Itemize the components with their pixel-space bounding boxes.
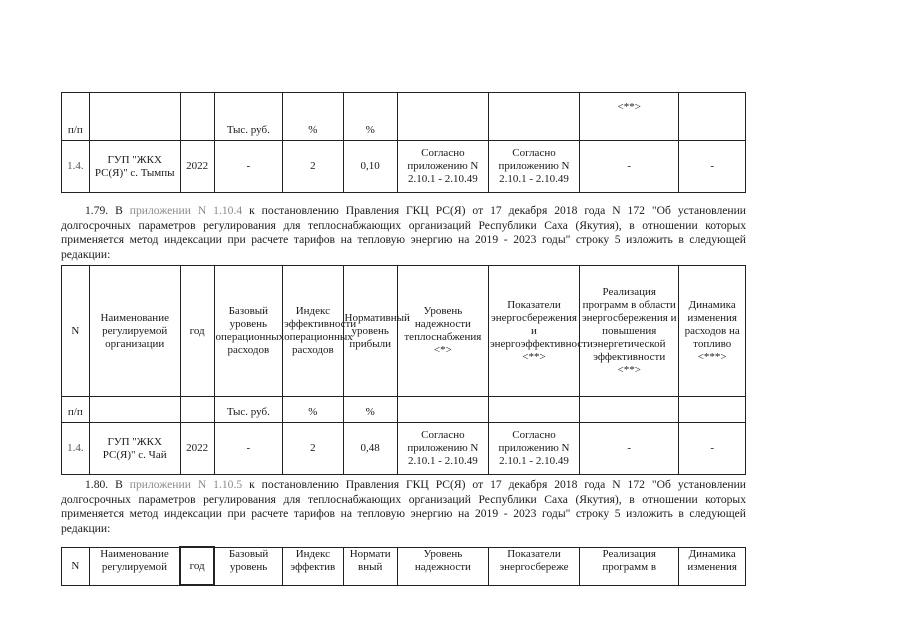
paragraph-text: к постановлению Правления ГКЦ РС(Я) от 17 декабря 2018 года N 172 "Об установлении долгосрочных параметров регулирования для теплоснабжающих организаций Республики Саха (Якутия), в отношении которых применяется метод индексации при расчете тарифов на тепловую энергию на 2019 - 2023 годы" строку 5 изложить в следующей редакции: [61,478,746,535]
cell-norm: 0,48 [343,423,397,475]
cell-index: 2 [283,423,343,475]
unit-index: % [283,397,343,423]
unit-n: п/п [62,93,90,141]
header-energy: Показатели энергосбережения и энергоэффективности <**> [488,266,579,397]
header-year: год [180,266,214,397]
table-header-fragment-row [62,93,746,141]
header-dynamics: Динамика изменения [679,547,746,585]
tariff-table-next [61,546,746,586]
cell-energy: Согласно приложению N 2.10.1 - 2.10.49 [488,423,579,475]
header-index: Индекс эффективности операционных расходов [283,266,343,397]
unit-n: п/п [62,397,90,423]
tariff-table-chai [61,265,746,475]
cell-dynamics: - [679,141,746,193]
cell-base: - [214,423,283,475]
unit-norm: % [343,93,397,141]
header-n: N [62,266,90,397]
cell-reliability: Согласно приложению N 2.10.1 - 2.10.49 [397,141,488,193]
table-row [62,141,746,193]
cell-name: ГУП "ЖКХ РС(Я)" с. Чай [89,423,180,475]
cell-programs: - [580,423,679,475]
cell-base: - [214,141,283,193]
cell-year: 2022 [180,141,214,193]
paragraph-1-79 [61,204,746,262]
paragraph-text: к постановлению Правления ГКЦ РС(Я) от 17 декабря 2018 года N 172 "Об установлении долгосрочных параметров регулирования для теплоснабжающих организаций Республики Саха (Якутия), в отношении которых применяется метод индексации при расчете тарифов на тепловую энергию на 2019 - 2023 годы" строку 5 изложить в следующей редакции: [61,204,746,261]
header-programs: Реализация программ в области энергосбережения и повышения энергетической эффективности <**> [580,266,679,397]
header-programs: Реализация программ в [580,547,679,585]
header-reliability: Уровень надежности [397,547,488,585]
header-reliability: Уровень надежности теплоснабжения <*> [397,266,488,397]
paragraph-number: 1.79. В [85,204,130,217]
units-row [62,397,746,423]
header-energy: Показатели энергосбереже [488,547,579,585]
cell-year: 2022 [180,423,214,475]
unit-base: Тыс. руб. [214,93,283,141]
header-year: год [180,547,214,585]
header-programs-fragment: <**> [580,93,679,141]
cell-n: 1.4. [62,141,90,193]
cell-index: 2 [283,141,343,193]
unit-index: % [283,93,343,141]
header-n: N [62,547,90,585]
header-base: Базовый уровень операционных расходов [214,266,283,397]
header-dynamics: Динамика изменения расходов на топливо <***> [679,266,746,397]
table-header-row [62,547,746,585]
header-norm: Нормативный уровень прибыли [343,266,397,397]
header-index: Индекс эффектив [283,547,343,585]
cell-programs: - [580,141,679,193]
paragraph-number: 1.80. В [85,478,130,491]
cell-reliability: Согласно приложению N 2.10.1 - 2.10.49 [397,423,488,475]
cell-norm: 0,10 [343,141,397,193]
table-header-row [62,266,746,397]
cell-n: 1.4. [62,423,90,475]
appendix-link[interactable]: приложении N 1.10.4 [129,204,243,217]
header-name: Наименование регулируемой [89,547,180,585]
header-norm: Нормати вный [343,547,397,585]
cell-energy: Согласно приложению N 2.10.1 - 2.10.49 [488,141,579,193]
unit-base: Тыс. руб. [214,397,283,423]
cell-name: ГУП "ЖКХ РС(Я)" с. Тымпы [89,141,180,193]
header-base: Базовый уровень [214,547,283,585]
paragraph-1-80 [61,478,746,536]
cell-dynamics: - [679,423,746,475]
table-row [62,423,746,475]
header-name: Наименование регулируемой организации [89,266,180,397]
appendix-link[interactable]: приложении N 1.10.5 [129,478,243,491]
unit-norm: % [343,397,397,423]
tariff-table-tympy [61,92,746,193]
